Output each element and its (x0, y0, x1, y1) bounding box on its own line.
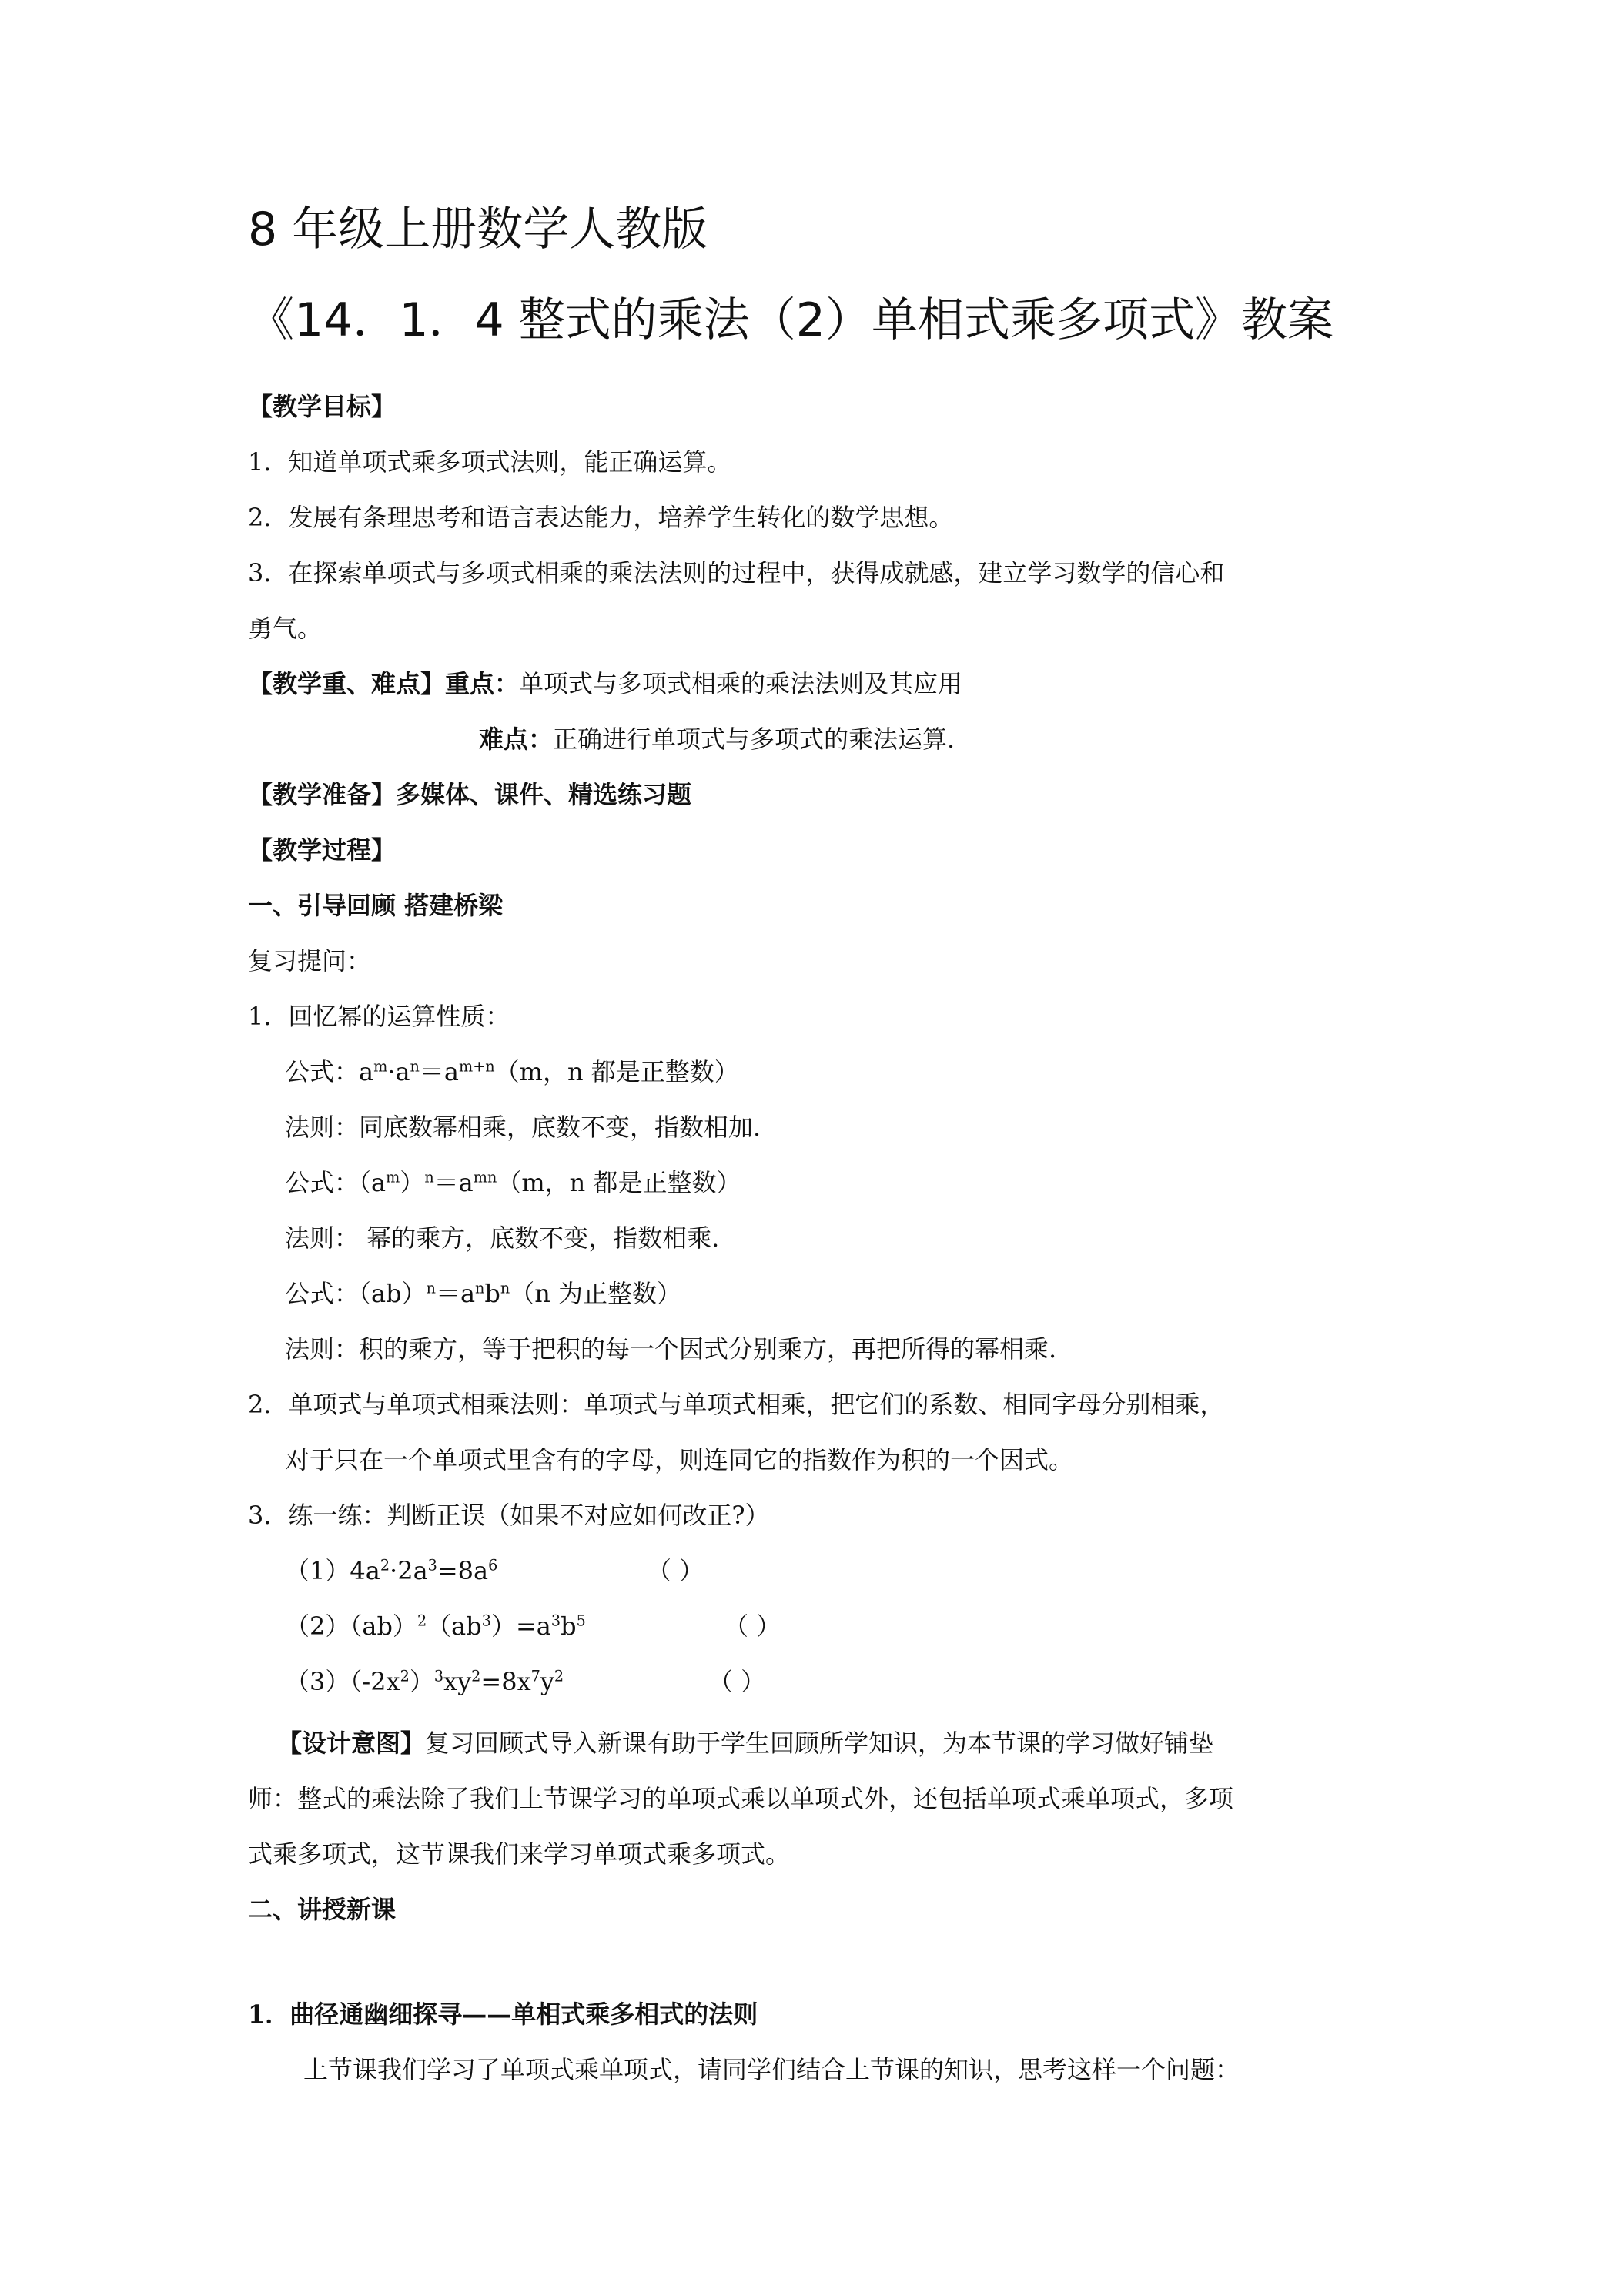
formula-2-text: ） (400, 1168, 425, 1197)
exercise-3-exp: 2 (471, 1667, 481, 1685)
objectives-heading: 【教学目标】 (248, 392, 397, 421)
formula-2-text: （m，n 都是正整数） (497, 1168, 741, 1197)
formula-2-text: 公式：（a (285, 1168, 387, 1197)
formula-1-exp: m (373, 1057, 388, 1076)
review-item-1: 1．回忆幂的运算性质： (248, 1002, 510, 1031)
exercise-3 (285, 1666, 564, 1697)
objective-item-3-line-1: 3．在探索单项式与多项式相乘的乘法法则的过程中，获得成就感，建立学习数学的信心和 (248, 558, 1225, 587)
exercise-1-text: ·2a (390, 1556, 428, 1585)
difficult-point-label: 难点： (479, 725, 554, 754)
formula-3-text: ＝a (435, 1279, 476, 1308)
exercise-2-exp: 3 (550, 1612, 561, 1630)
key-points-row (248, 668, 962, 699)
exercise-3-text: （3）（-2x (285, 1667, 400, 1696)
exercise-2-text: （2）（ab） (285, 1612, 417, 1641)
formula-2-exp: mn (473, 1168, 497, 1186)
objective-item-3-line-2: 勇气。 (248, 614, 323, 643)
objective-item-2: 2．发展有条理思考和语言表达能力，培养学生转化的数学思想。 (248, 503, 954, 532)
formula-3-text: b (484, 1279, 500, 1308)
process-heading: 【教学过程】 (248, 835, 397, 865)
key-point-text: 单项式与多项式相乘的乘法法则及其应用 (519, 669, 963, 698)
document-title-line-2: 《14．1．4 整式的乘法（2）单相式乘多项式》教案 (248, 293, 1334, 347)
review-question-label: 复习提问： (248, 946, 372, 976)
exercise-3-text: ） (409, 1667, 434, 1696)
objective-item-1: 1．知道单项式乘多项式法则，能正确运算。 (248, 447, 732, 477)
formula-2-exp: m (386, 1168, 400, 1186)
exercise-3-text: xy (443, 1667, 472, 1696)
teacher-remark-line-2: 式乘多项式，这节课我们来学习单项式乘多项式。 (248, 1839, 791, 1869)
exercise-2-exp: 5 (576, 1612, 586, 1630)
exercise-2-exp: 2 (417, 1612, 427, 1630)
formula-3-exp: n (500, 1279, 510, 1297)
exercise-1-answer-paren: （ ） (647, 1556, 704, 1585)
formula-1-text: （m，n 都是正整数） (494, 1057, 739, 1086)
formula-3-exp: n (426, 1279, 436, 1297)
exercise-3-exp: 7 (530, 1667, 540, 1685)
exercise-2-exp: 3 (481, 1612, 491, 1630)
exercise-2 (285, 1611, 586, 1642)
key-points-heading: 【教学重、难点】 (248, 669, 446, 698)
formula-3-exp: n (475, 1279, 485, 1297)
exercise-2-text: b (561, 1612, 577, 1641)
difficult-points-row (479, 724, 955, 755)
exercise-3-exp: 3 (433, 1667, 444, 1685)
exercise-1-exp: 3 (427, 1556, 437, 1575)
formula-1 (285, 1056, 739, 1087)
review-item-2-line-1: 2．单项式与单项式相乘法则：单项式与单项式相乘，把它们的系数、相同字母分别相乘， (248, 1390, 1225, 1419)
formula-1-text: ·a (387, 1057, 410, 1086)
formula-1-text: 公式：a (285, 1057, 374, 1086)
formula-2 (285, 1167, 741, 1198)
exercise-1-exp: 2 (380, 1556, 390, 1575)
design-intent (277, 1728, 1213, 1759)
exercise-1-text: =8a (437, 1556, 489, 1585)
formula-1-exp: m+n (459, 1057, 495, 1076)
teacher-remark-line-1: 师：整式的乘法除了我们上节课学习的单项式乘以单项式外，还包括单项式乘单项式，多项 (248, 1784, 1234, 1813)
section-1-heading: 一、引导回顾 搭建桥梁 (248, 891, 504, 920)
formula-3-text: 公式：（ab） (285, 1279, 427, 1308)
formula-2-exp: n (424, 1168, 434, 1186)
rule-2: 法则： 幂的乘方，底数不变，指数相乘. (285, 1223, 720, 1253)
exercise-2-text: ）=a (490, 1612, 551, 1641)
exercise-1-exp: 6 (488, 1556, 498, 1575)
formula-1-exp: n (410, 1057, 420, 1076)
preparation-line: 【教学准备】多媒体、课件、精选练习题 (248, 780, 692, 809)
section-2-heading: 二、讲授新课 (248, 1895, 397, 1924)
rule-1: 法则：同底数幂相乘，底数不变，指数相加. (285, 1113, 761, 1142)
exercise-3-text: y (540, 1667, 554, 1696)
review-item-3: 3．练一练：判断正误（如果不对应如何改正?） (248, 1501, 770, 1530)
formula-1-text: ＝a (419, 1057, 459, 1086)
design-intent-text: 复习回顾式导入新课有助于学生回顾所学知识，为本节课的学习做好铺垫 (425, 1729, 1214, 1758)
rule-3: 法则：积的乘方，等于把积的每一个因式分别乘方，再把所得的幂相乘. (285, 1334, 1057, 1364)
section-2-paragraph-1: 上节课我们学习了单项式乘单项式，请同学们结合上节课的知识，思考这样一个问题： (303, 2055, 1240, 2084)
exercise-3-answer-paren: （ ） (708, 1667, 766, 1696)
exercise-3-text: =8x (480, 1667, 531, 1696)
section-2-subheading-1: 1．曲径通幽细探寻——单相式乘多相式的法则 (248, 2000, 758, 2029)
document-title-line-1: 8 年级上册数学人教版 (248, 202, 708, 256)
difficult-point-text: 正确进行单项式与多项式的乘法运算. (553, 725, 955, 754)
key-point-label: 重点： (445, 669, 520, 698)
exercise-1 (285, 1555, 497, 1586)
formula-3 (285, 1278, 681, 1309)
exercise-1-text: （1）4a (285, 1556, 380, 1585)
design-intent-label: 【设计意图】 (277, 1729, 426, 1758)
exercise-3-exp: 2 (554, 1667, 564, 1685)
review-item-2-line-2: 对于只在一个单项式里含有的字母，则连同它的指数作为积的一个因式。 (285, 1445, 1074, 1474)
exercise-2-answer-paren: （ ） (724, 1612, 781, 1641)
formula-2-text: ＝a (433, 1168, 474, 1197)
exercise-3-exp: 2 (400, 1667, 410, 1685)
exercise-2-text: （ab (427, 1612, 482, 1641)
formula-3-text: （n 为正整数） (510, 1279, 682, 1308)
